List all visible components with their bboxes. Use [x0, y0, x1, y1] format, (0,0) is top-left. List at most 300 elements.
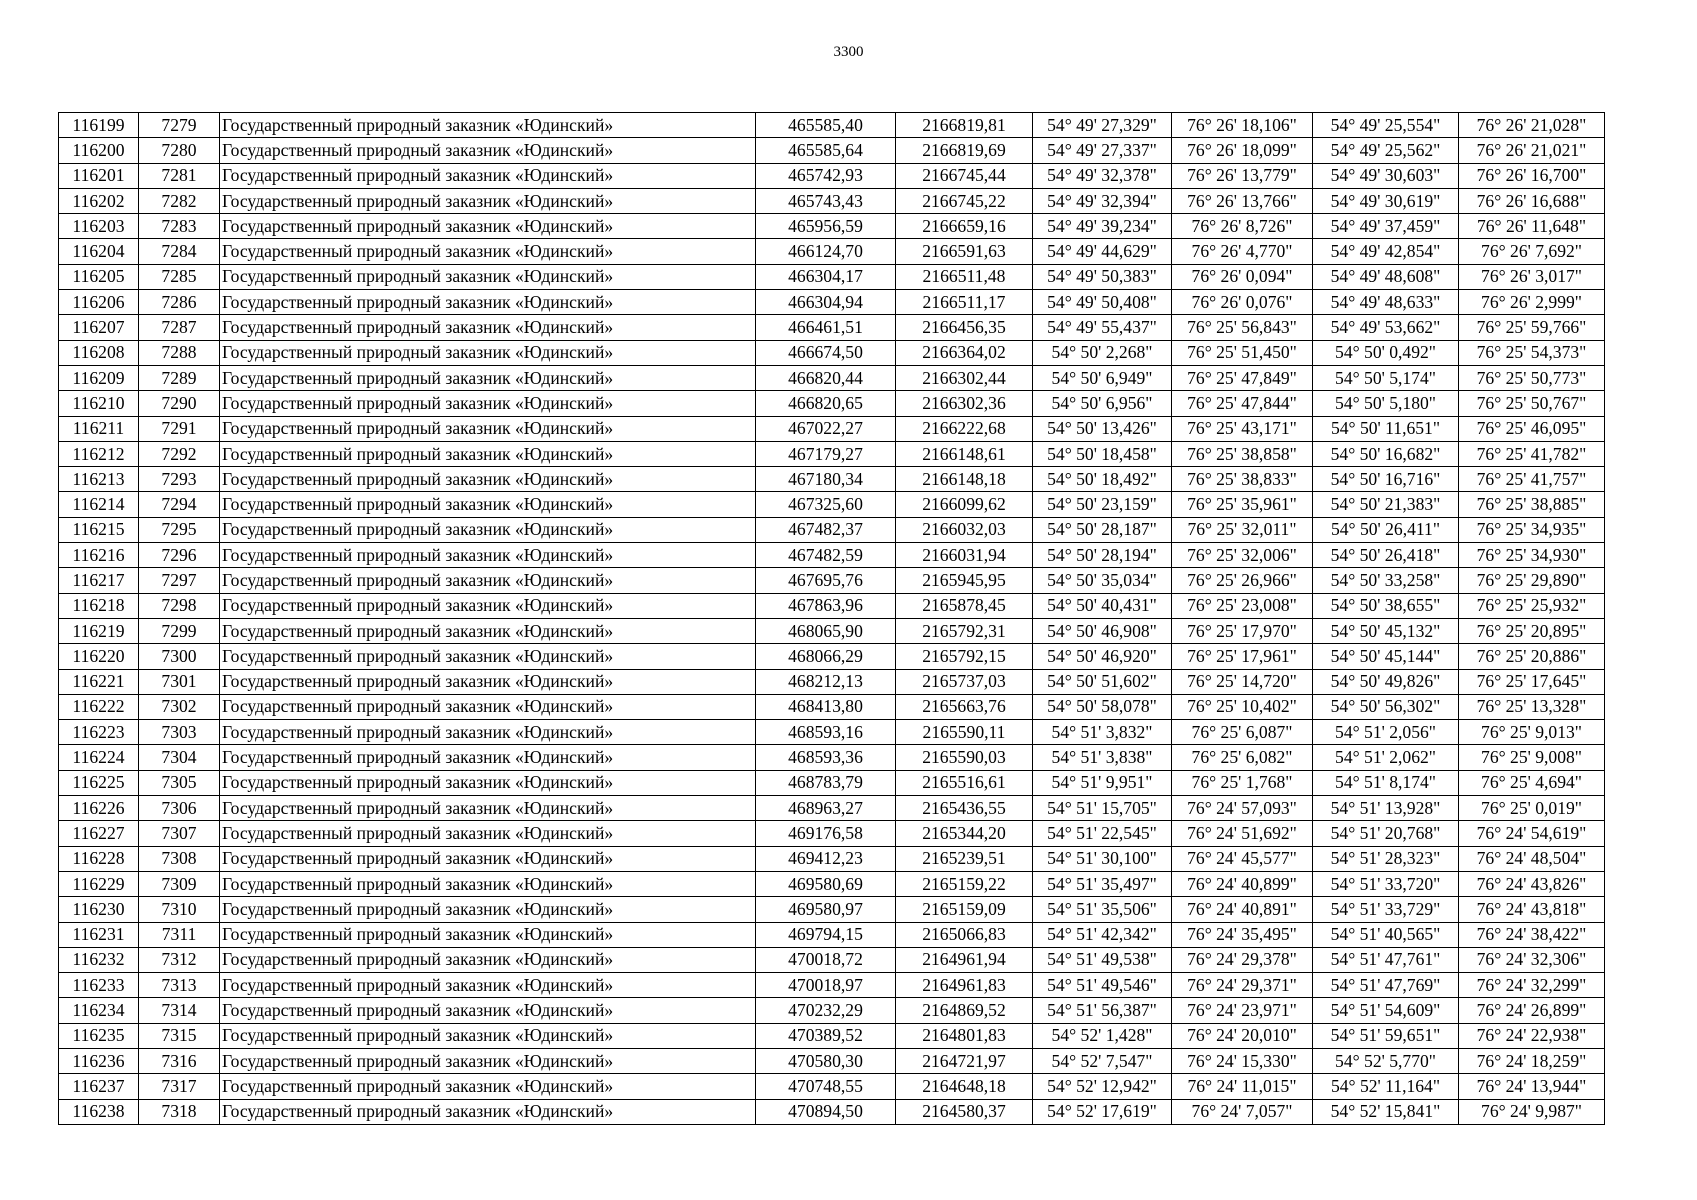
- table-row: [59, 770, 1605, 795]
- cell-longitude-1: 76° 24' 29,378": [1172, 947, 1313, 972]
- cell-point-number: 7286: [139, 290, 220, 315]
- cell-latitude-1: 54° 51' 30,100": [1033, 846, 1172, 871]
- cell-row-id: 116203: [59, 214, 139, 239]
- cell-point-number: 7314: [139, 998, 220, 1023]
- cell-latitude-1: 54° 51' 15,705": [1033, 796, 1172, 821]
- cell-longitude-2: 76° 26' 21,021": [1459, 138, 1605, 163]
- cell-latitude-2: 54° 51' 47,769": [1313, 973, 1459, 998]
- cell-row-id: 116212: [59, 441, 139, 466]
- table-row: [59, 543, 1605, 568]
- cell-object-name: Государственный природный заказник «Юдинский»: [220, 340, 756, 365]
- cell-object-name: Государственный природный заказник «Юдинский»: [220, 618, 756, 643]
- cell-longitude-1: 76° 25' 1,768": [1172, 770, 1313, 795]
- cell-point-number: 7306: [139, 796, 220, 821]
- cell-latitude-2: 54° 50' 56,302": [1313, 694, 1459, 719]
- cell-coord-y: 2164648,18: [896, 1074, 1033, 1099]
- cell-latitude-1: 54° 50' 23,159": [1033, 492, 1172, 517]
- cell-latitude-2: 54° 49' 37,459": [1313, 214, 1459, 239]
- cell-latitude-2: 54° 52' 5,770": [1313, 1048, 1459, 1073]
- cell-latitude-2: 54° 49' 25,554": [1313, 113, 1459, 138]
- cell-coord-x: 470748,55: [756, 1074, 896, 1099]
- cell-latitude-1: 54° 50' 18,458": [1033, 441, 1172, 466]
- cell-longitude-2: 76° 25' 25,932": [1459, 593, 1605, 618]
- cell-latitude-2: 54° 51' 13,928": [1313, 796, 1459, 821]
- cell-longitude-1: 76° 25' 14,720": [1172, 669, 1313, 694]
- cell-latitude-2: 54° 50' 33,258": [1313, 568, 1459, 593]
- cell-coord-x: 467482,59: [756, 543, 896, 568]
- cell-coord-x: 468413,80: [756, 694, 896, 719]
- cell-coord-x: 468066,29: [756, 644, 896, 669]
- table-row: [59, 467, 1605, 492]
- cell-longitude-1: 76° 25' 51,450": [1172, 340, 1313, 365]
- cell-point-number: 7289: [139, 365, 220, 390]
- table-row: [59, 593, 1605, 618]
- cell-latitude-1: 54° 49' 39,234": [1033, 214, 1172, 239]
- cell-coord-y: 2166148,61: [896, 441, 1033, 466]
- cell-latitude-1: 54° 50' 2,268": [1033, 340, 1172, 365]
- cell-row-id: 116208: [59, 340, 139, 365]
- cell-object-name: Государственный природный заказник «Юдинский»: [220, 897, 756, 922]
- cell-row-id: 116199: [59, 113, 139, 138]
- cell-coord-x: 469794,15: [756, 922, 896, 947]
- cell-coord-x: 465585,40: [756, 113, 896, 138]
- table-row: [59, 669, 1605, 694]
- cell-longitude-2: 76° 25' 38,885": [1459, 492, 1605, 517]
- cell-coord-y: 2164580,37: [896, 1099, 1033, 1124]
- cell-latitude-1: 54° 50' 46,908": [1033, 618, 1172, 643]
- cell-object-name: Государственный природный заказник «Юдинский»: [220, 998, 756, 1023]
- cell-latitude-2: 54° 51' 33,729": [1313, 897, 1459, 922]
- cell-longitude-1: 76° 25' 17,970": [1172, 618, 1313, 643]
- cell-latitude-2: 54° 51' 59,651": [1313, 1023, 1459, 1048]
- table-row: [59, 796, 1605, 821]
- cell-point-number: 7294: [139, 492, 220, 517]
- cell-point-number: 7304: [139, 745, 220, 770]
- cell-latitude-1: 54° 50' 58,078": [1033, 694, 1172, 719]
- cell-point-number: 7310: [139, 897, 220, 922]
- table-row: [59, 1023, 1605, 1048]
- cell-longitude-1: 76° 25' 43,171": [1172, 416, 1313, 441]
- cell-latitude-1: 54° 49' 50,383": [1033, 264, 1172, 289]
- cell-row-id: 116231: [59, 922, 139, 947]
- cell-latitude-2: 54° 49' 48,633": [1313, 290, 1459, 315]
- cell-coord-x: 470894,50: [756, 1099, 896, 1124]
- cell-longitude-1: 76° 24' 35,495": [1172, 922, 1313, 947]
- cell-point-number: 7287: [139, 315, 220, 340]
- cell-object-name: Государственный природный заказник «Юдинский»: [220, 694, 756, 719]
- cell-longitude-1: 76° 25' 56,843": [1172, 315, 1313, 340]
- cell-coord-y: 2166591,63: [896, 239, 1033, 264]
- cell-latitude-2: 54° 51' 20,768": [1313, 821, 1459, 846]
- cell-longitude-1: 76° 25' 17,961": [1172, 644, 1313, 669]
- cell-longitude-1: 76° 25' 32,006": [1172, 543, 1313, 568]
- cell-coord-x: 465956,59: [756, 214, 896, 239]
- cell-latitude-1: 54° 50' 6,956": [1033, 391, 1172, 416]
- cell-longitude-2: 76° 24' 48,504": [1459, 846, 1605, 871]
- cell-coord-x: 466674,50: [756, 340, 896, 365]
- cell-object-name: Государственный природный заказник «Юдинский»: [220, 973, 756, 998]
- cell-latitude-2: 54° 51' 8,174": [1313, 770, 1459, 795]
- cell-longitude-1: 76° 26' 0,076": [1172, 290, 1313, 315]
- cell-object-name: Государственный природный заказник «Юдинский»: [220, 644, 756, 669]
- cell-row-id: 116213: [59, 467, 139, 492]
- cell-object-name: Государственный природный заказник «Юдинский»: [220, 947, 756, 972]
- cell-coord-x: 470018,72: [756, 947, 896, 972]
- cell-row-id: 116214: [59, 492, 139, 517]
- cell-coord-y: 2166745,44: [896, 163, 1033, 188]
- cell-latitude-2: 54° 52' 11,164": [1313, 1074, 1459, 1099]
- cell-latitude-1: 54° 50' 18,492": [1033, 467, 1172, 492]
- cell-latitude-1: 54° 50' 46,920": [1033, 644, 1172, 669]
- cell-latitude-1: 54° 49' 55,437": [1033, 315, 1172, 340]
- cell-longitude-1: 76° 25' 6,087": [1172, 720, 1313, 745]
- table-row: [59, 163, 1605, 188]
- cell-longitude-2: 76° 25' 20,895": [1459, 618, 1605, 643]
- cell-row-id: 116222: [59, 694, 139, 719]
- table-row: [59, 517, 1605, 542]
- cell-longitude-2: 76° 24' 54,619": [1459, 821, 1605, 846]
- cell-object-name: Государственный природный заказник «Юдинский»: [220, 1023, 756, 1048]
- cell-coord-x: 468593,16: [756, 720, 896, 745]
- cell-point-number: 7317: [139, 1074, 220, 1099]
- cell-coord-y: 2166302,36: [896, 391, 1033, 416]
- cell-latitude-2: 54° 51' 2,062": [1313, 745, 1459, 770]
- cell-coord-x: 466304,17: [756, 264, 896, 289]
- cell-row-id: 116227: [59, 821, 139, 846]
- cell-object-name: Государственный природный заказник «Юдинский»: [220, 669, 756, 694]
- cell-longitude-1: 76° 24' 20,010": [1172, 1023, 1313, 1048]
- cell-object-name: Государственный природный заказник «Юдинский»: [220, 467, 756, 492]
- cell-point-number: 7301: [139, 669, 220, 694]
- cell-coord-x: 465585,64: [756, 138, 896, 163]
- table-row: [59, 214, 1605, 239]
- cell-longitude-1: 76° 26' 18,099": [1172, 138, 1313, 163]
- cell-coord-y: 2166364,02: [896, 340, 1033, 365]
- cell-coord-x: 468212,13: [756, 669, 896, 694]
- cell-longitude-2: 76° 25' 29,890": [1459, 568, 1605, 593]
- cell-longitude-2: 76° 26' 16,700": [1459, 163, 1605, 188]
- cell-longitude-1: 76° 24' 15,330": [1172, 1048, 1313, 1073]
- table-row: [59, 897, 1605, 922]
- cell-row-id: 116228: [59, 846, 139, 871]
- cell-coord-x: 468783,79: [756, 770, 896, 795]
- cell-object-name: Государственный природный заказник «Юдинский»: [220, 1074, 756, 1099]
- cell-coord-x: 466304,94: [756, 290, 896, 315]
- cell-longitude-2: 76° 24' 32,306": [1459, 947, 1605, 972]
- cell-coord-y: 2165436,55: [896, 796, 1033, 821]
- cell-point-number: 7307: [139, 821, 220, 846]
- cell-object-name: Государственный природный заказник «Юдинский»: [220, 290, 756, 315]
- cell-coord-x: 469176,58: [756, 821, 896, 846]
- cell-longitude-1: 76° 25' 47,844": [1172, 391, 1313, 416]
- cell-latitude-2: 54° 52' 15,841": [1313, 1099, 1459, 1124]
- cell-row-id: 116209: [59, 365, 139, 390]
- cell-longitude-2: 76° 25' 20,886": [1459, 644, 1605, 669]
- cell-object-name: Государственный природный заказник «Юдинский»: [220, 214, 756, 239]
- cell-longitude-1: 76° 24' 40,899": [1172, 871, 1313, 896]
- cell-coord-x: 469580,69: [756, 871, 896, 896]
- cell-point-number: 7291: [139, 416, 220, 441]
- cell-object-name: Государственный природный заказник «Юдинский»: [220, 770, 756, 795]
- cell-point-number: 7288: [139, 340, 220, 365]
- cell-longitude-2: 76° 26' 21,028": [1459, 113, 1605, 138]
- cell-coord-y: 2164961,94: [896, 947, 1033, 972]
- table-row: [59, 239, 1605, 264]
- cell-latitude-1: 54° 52' 7,547": [1033, 1048, 1172, 1073]
- cell-object-name: Государственный природный заказник «Юдинский»: [220, 720, 756, 745]
- cell-coord-x: 467695,76: [756, 568, 896, 593]
- table-row: [59, 998, 1605, 1023]
- cell-object-name: Государственный природный заказник «Юдинский»: [220, 365, 756, 390]
- cell-point-number: 7303: [139, 720, 220, 745]
- cell-latitude-1: 54° 49' 27,329": [1033, 113, 1172, 138]
- cell-object-name: Государственный природный заказник «Юдинский»: [220, 416, 756, 441]
- cell-object-name: Государственный природный заказник «Юдинский»: [220, 163, 756, 188]
- cell-point-number: 7312: [139, 947, 220, 972]
- cell-row-id: 116219: [59, 618, 139, 643]
- cell-longitude-2: 76° 26' 2,999": [1459, 290, 1605, 315]
- cell-latitude-2: 54° 50' 5,180": [1313, 391, 1459, 416]
- cell-latitude-1: 54° 51' 49,546": [1033, 973, 1172, 998]
- cell-latitude-1: 54° 49' 32,394": [1033, 188, 1172, 213]
- cell-point-number: 7299: [139, 618, 220, 643]
- cell-latitude-2: 54° 51' 54,609": [1313, 998, 1459, 1023]
- cell-latitude-1: 54° 49' 27,337": [1033, 138, 1172, 163]
- cell-coord-y: 2166456,35: [896, 315, 1033, 340]
- table-row: [59, 745, 1605, 770]
- cell-latitude-1: 54° 51' 49,538": [1033, 947, 1172, 972]
- cell-latitude-1: 54° 50' 28,187": [1033, 517, 1172, 542]
- cell-longitude-2: 76° 25' 59,766": [1459, 315, 1605, 340]
- cell-row-id: 116218: [59, 593, 139, 618]
- cell-row-id: 116234: [59, 998, 139, 1023]
- cell-longitude-2: 76° 25' 13,328": [1459, 694, 1605, 719]
- table-row: [59, 618, 1605, 643]
- cell-latitude-1: 54° 50' 35,034": [1033, 568, 1172, 593]
- cell-point-number: 7285: [139, 264, 220, 289]
- cell-longitude-2: 76° 25' 9,013": [1459, 720, 1605, 745]
- cell-latitude-1: 54° 51' 56,387": [1033, 998, 1172, 1023]
- cell-latitude-2: 54° 50' 16,682": [1313, 441, 1459, 466]
- cell-coord-y: 2165159,22: [896, 871, 1033, 896]
- cell-latitude-2: 54° 50' 26,411": [1313, 517, 1459, 542]
- cell-longitude-1: 76° 24' 29,371": [1172, 973, 1313, 998]
- cell-latitude-2: 54° 49' 42,854": [1313, 239, 1459, 264]
- cell-longitude-2: 76° 25' 0,019": [1459, 796, 1605, 821]
- cell-point-number: 7315: [139, 1023, 220, 1048]
- cell-coord-x: 465742,93: [756, 163, 896, 188]
- cell-latitude-1: 54° 49' 50,408": [1033, 290, 1172, 315]
- cell-row-id: 116223: [59, 720, 139, 745]
- cell-longitude-2: 76° 24' 43,826": [1459, 871, 1605, 896]
- cell-row-id: 116205: [59, 264, 139, 289]
- cell-point-number: 7284: [139, 239, 220, 264]
- cell-coord-y: 2164961,83: [896, 973, 1033, 998]
- cell-object-name: Государственный природный заказник «Юдинский»: [220, 492, 756, 517]
- cell-coord-x: 466820,44: [756, 365, 896, 390]
- cell-point-number: 7300: [139, 644, 220, 669]
- cell-latitude-1: 54° 51' 22,545": [1033, 821, 1172, 846]
- cell-coord-x: 468593,36: [756, 745, 896, 770]
- cell-coord-y: 2165239,51: [896, 846, 1033, 871]
- cell-longitude-2: 76° 25' 41,757": [1459, 467, 1605, 492]
- cell-latitude-2: 54° 51' 2,056": [1313, 720, 1459, 745]
- cell-row-id: 116217: [59, 568, 139, 593]
- cell-coord-x: 466124,70: [756, 239, 896, 264]
- cell-latitude-2: 54° 49' 25,562": [1313, 138, 1459, 163]
- table-row: [59, 391, 1605, 416]
- cell-object-name: Государственный природный заказник «Юдинский»: [220, 922, 756, 947]
- cell-coord-y: 2165878,45: [896, 593, 1033, 618]
- cell-latitude-2: 54° 50' 45,132": [1313, 618, 1459, 643]
- cell-coord-y: 2165159,09: [896, 897, 1033, 922]
- cell-object-name: Государственный природный заказник «Юдинский»: [220, 264, 756, 289]
- cell-longitude-1: 76° 26' 0,094": [1172, 264, 1313, 289]
- cell-longitude-2: 76° 24' 32,299": [1459, 973, 1605, 998]
- cell-longitude-1: 76° 25' 23,008": [1172, 593, 1313, 618]
- cell-coord-y: 2166222,68: [896, 416, 1033, 441]
- cell-longitude-1: 76° 26' 13,779": [1172, 163, 1313, 188]
- cell-object-name: Государственный природный заказник «Юдинский»: [220, 871, 756, 896]
- cell-latitude-2: 54° 51' 47,761": [1313, 947, 1459, 972]
- table-body: [59, 113, 1605, 1125]
- cell-row-id: 116236: [59, 1048, 139, 1073]
- cell-longitude-1: 76° 24' 45,577": [1172, 846, 1313, 871]
- cell-longitude-2: 76° 24' 13,944": [1459, 1074, 1605, 1099]
- cell-point-number: 7308: [139, 846, 220, 871]
- cell-coord-y: 2166148,18: [896, 467, 1033, 492]
- cell-point-number: 7279: [139, 113, 220, 138]
- cell-longitude-1: 76° 25' 32,011": [1172, 517, 1313, 542]
- cell-longitude-2: 76° 25' 54,373": [1459, 340, 1605, 365]
- cell-longitude-2: 76° 25' 9,008": [1459, 745, 1605, 770]
- cell-latitude-1: 54° 51' 35,497": [1033, 871, 1172, 896]
- table-row: [59, 871, 1605, 896]
- cell-longitude-1: 76° 26' 4,770": [1172, 239, 1313, 264]
- cell-point-number: 7313: [139, 973, 220, 998]
- cell-row-id: 116210: [59, 391, 139, 416]
- cell-latitude-2: 54° 51' 28,323": [1313, 846, 1459, 871]
- cell-longitude-2: 76° 24' 18,259": [1459, 1048, 1605, 1073]
- cell-longitude-2: 76° 25' 34,930": [1459, 543, 1605, 568]
- table-row: [59, 441, 1605, 466]
- table-row: [59, 922, 1605, 947]
- cell-row-id: 116200: [59, 138, 139, 163]
- cell-longitude-2: 76° 24' 22,938": [1459, 1023, 1605, 1048]
- table-row: [59, 113, 1605, 138]
- cell-object-name: Государственный природный заказник «Юдинский»: [220, 517, 756, 542]
- cell-coord-x: 470018,97: [756, 973, 896, 998]
- cell-coord-y: 2166099,62: [896, 492, 1033, 517]
- cell-longitude-2: 76° 24' 26,899": [1459, 998, 1605, 1023]
- cell-longitude-1: 76° 24' 7,057": [1172, 1099, 1313, 1124]
- cell-row-id: 116221: [59, 669, 139, 694]
- cell-row-id: 116229: [59, 871, 139, 896]
- cell-coord-x: 467180,34: [756, 467, 896, 492]
- cell-longitude-2: 76° 24' 38,422": [1459, 922, 1605, 947]
- cell-coord-y: 2166302,44: [896, 365, 1033, 390]
- cell-coord-x: 466461,51: [756, 315, 896, 340]
- cell-coord-y: 2166659,16: [896, 214, 1033, 239]
- cell-row-id: 116206: [59, 290, 139, 315]
- table-row: [59, 720, 1605, 745]
- table-row: [59, 821, 1605, 846]
- cell-coord-y: 2164869,52: [896, 998, 1033, 1023]
- table-row: [59, 568, 1605, 593]
- page-number: 3300: [833, 44, 864, 60]
- cell-coord-x: 468963,27: [756, 796, 896, 821]
- cell-latitude-1: 54° 50' 51,602": [1033, 669, 1172, 694]
- cell-coord-y: 2166819,81: [896, 113, 1033, 138]
- cell-longitude-2: 76° 25' 50,773": [1459, 365, 1605, 390]
- table-row: [59, 492, 1605, 517]
- cell-longitude-1: 76° 26' 8,726": [1172, 214, 1313, 239]
- cell-coord-y: 2164801,83: [896, 1023, 1033, 1048]
- cell-latitude-1: 54° 50' 28,194": [1033, 543, 1172, 568]
- cell-object-name: Государственный природный заказник «Юдинский»: [220, 441, 756, 466]
- coordinates-table: [58, 112, 1605, 1125]
- cell-latitude-2: 54° 49' 30,619": [1313, 188, 1459, 213]
- cell-coord-x: 470580,30: [756, 1048, 896, 1073]
- cell-coord-y: 2165344,20: [896, 821, 1033, 846]
- cell-object-name: Государственный природный заказник «Юдинский»: [220, 315, 756, 340]
- cell-object-name: Государственный природный заказник «Юдинский»: [220, 1099, 756, 1124]
- cell-coord-x: 467179,27: [756, 441, 896, 466]
- cell-point-number: 7309: [139, 871, 220, 896]
- cell-coord-y: 2165945,95: [896, 568, 1033, 593]
- cell-object-name: Государственный природный заказник «Юдинский»: [220, 138, 756, 163]
- cell-row-id: 116225: [59, 770, 139, 795]
- cell-row-id: 116211: [59, 416, 139, 441]
- cell-coord-x: 465743,43: [756, 188, 896, 213]
- cell-row-id: 116224: [59, 745, 139, 770]
- cell-latitude-2: 54° 50' 5,174": [1313, 365, 1459, 390]
- cell-object-name: Государственный природный заказник «Юдинский»: [220, 239, 756, 264]
- cell-coord-y: 2166031,94: [896, 543, 1033, 568]
- cell-longitude-1: 76° 26' 18,106": [1172, 113, 1313, 138]
- cell-latitude-1: 54° 52' 12,942": [1033, 1074, 1172, 1099]
- cell-point-number: 7302: [139, 694, 220, 719]
- cell-row-id: 116220: [59, 644, 139, 669]
- cell-coord-y: 2166032,03: [896, 517, 1033, 542]
- cell-latitude-2: 54° 50' 21,383": [1313, 492, 1459, 517]
- table-row: [59, 290, 1605, 315]
- table-row: [59, 416, 1605, 441]
- cell-latitude-1: 54° 51' 42,342": [1033, 922, 1172, 947]
- cell-coord-x: 467482,37: [756, 517, 896, 542]
- table-row: [59, 138, 1605, 163]
- cell-point-number: 7280: [139, 138, 220, 163]
- cell-object-name: Государственный природный заказник «Юдинский»: [220, 543, 756, 568]
- cell-longitude-2: 76° 26' 7,692": [1459, 239, 1605, 264]
- cell-row-id: 116204: [59, 239, 139, 264]
- cell-point-number: 7297: [139, 568, 220, 593]
- cell-longitude-2: 76° 26' 3,017": [1459, 264, 1605, 289]
- cell-latitude-2: 54° 51' 40,565": [1313, 922, 1459, 947]
- cell-object-name: Государственный природный заказник «Юдинский»: [220, 188, 756, 213]
- cell-latitude-2: 54° 51' 33,720": [1313, 871, 1459, 896]
- cell-latitude-1: 54° 51' 3,838": [1033, 745, 1172, 770]
- cell-coord-y: 2165792,15: [896, 644, 1033, 669]
- cell-longitude-1: 76° 24' 51,692": [1172, 821, 1313, 846]
- table-row: [59, 365, 1605, 390]
- cell-coord-y: 2165590,03: [896, 745, 1033, 770]
- cell-latitude-1: 54° 50' 13,426": [1033, 416, 1172, 441]
- cell-object-name: Государственный природный заказник «Юдинский»: [220, 568, 756, 593]
- cell-point-number: 7292: [139, 441, 220, 466]
- cell-latitude-2: 54° 50' 0,492": [1313, 340, 1459, 365]
- table-row: [59, 947, 1605, 972]
